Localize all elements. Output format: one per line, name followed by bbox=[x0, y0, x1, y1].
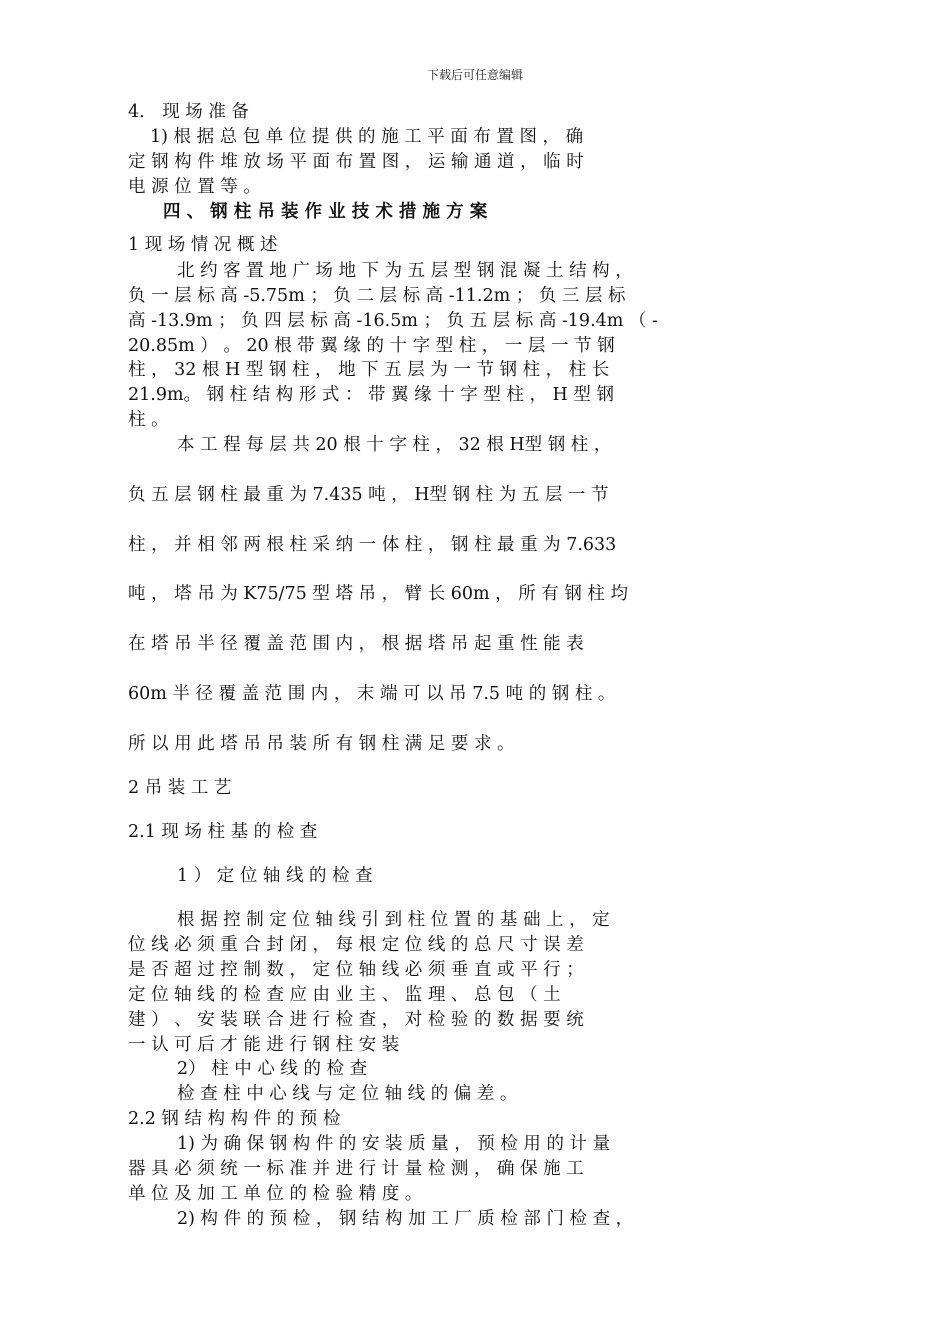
paragraph-line: 21.9m。 钢 柱 结 构 形 式 ： 带 翼 缘 十 字 型 柱 ， H 型 钢 bbox=[128, 385, 614, 405]
paragraph-line: 高 -13.9m ； 负 四 层 标 高 -16.5m ； 负 五 层 标 高 -19.4m （ - bbox=[128, 311, 658, 331]
paragraph-line: 柱 ， 32 根 H 型 钢 柱 ， 地 下 五 层 为 一 节 钢 柱 ， 柱 长 bbox=[128, 360, 610, 380]
section-heading: 1 现 场 情 况 概 述 bbox=[128, 235, 278, 255]
paragraph-line: 器 具 必 须 统 一 标 准 并 进 行 计 量 检 测 ， 确 保 施 工 bbox=[128, 1159, 584, 1179]
paragraph-line: 负 一 层 标 高 -5.75m ； 负 二 层 标 高 -11.2m ； 负 三 层 标 bbox=[128, 286, 626, 306]
paragraph-line: 检 查 柱 中 心 线 与 定 位 轴 线 的 偏 差 。 bbox=[177, 1084, 518, 1104]
section-heading-site-prep: 4． 现 场 准 备 bbox=[128, 102, 249, 122]
subsection-item: 2） 柱 中 心 线 的 检 查 bbox=[177, 1059, 368, 1079]
section-heading: 2 吊 装 工 艺 bbox=[128, 778, 232, 798]
paragraph-line: 单 位 及 加 工 单 位 的 检 验 精 度 。 bbox=[128, 1184, 423, 1204]
subsection-heading: 2.2 钢 结 构 构 件 的 预 检 bbox=[128, 1109, 341, 1129]
paragraph-line: 吨 ， 塔 吊 为 K75/75 型 塔 吊 ， 臂 长 60m ， 所 有 钢 柱 均 bbox=[128, 584, 628, 604]
paragraph-line: 所 以 用 此 塔 吊 吊 装 所 有 钢 柱 满 足 要 求 。 bbox=[128, 734, 515, 754]
paragraph-line: 定 钢 构 件 堆 放 场 平 面 布 置 图 ， 运 输 通 道 ， 临 时 bbox=[128, 152, 584, 172]
paragraph-line: 柱 。 bbox=[128, 410, 169, 430]
paragraph-line: 20.85m ） 。 20 根 带 翼 缘 的 十 字 型 柱 ， 一 层 一 节 钢 bbox=[128, 336, 615, 356]
paragraph-line: 60m 半 径 覆 盖 范 围 内 ， 末 端 可 以 吊 7.5 吨 的 钢 柱 。 bbox=[128, 684, 616, 704]
paragraph-line: 电 源 位 置 等 。 bbox=[128, 177, 261, 197]
chapter-heading: 四 、 钢 柱 吊 装 作 业 技 术 措 施 方 案 bbox=[163, 202, 488, 222]
paragraph-line: 在 塔 吊 半 径 覆 盖 范 围 内 ， 根 据 塔 吊 起 重 性 能 表 bbox=[128, 634, 584, 654]
paragraph-line: 负 五 层 钢 柱 最 重 为 7.435 吨 ， H型 钢 柱 为 五 层 一 节 bbox=[128, 485, 609, 505]
paragraph-line: 本 工 程 每 层 共 20 根 十 字 柱 ， 32 根 H型 钢 柱 ， bbox=[177, 435, 612, 455]
paragraph-line: 1) 为 确 保 钢 构 件 的 安 装 质 量 ， 预 检 用 的 计 量 bbox=[177, 1134, 611, 1154]
paragraph-line: 是 否 超 过 控 制 数 ， 定 位 轴 线 必 须 垂 直 或 平 行 ； bbox=[128, 960, 584, 980]
paragraph-line: 一 认 可 后 才 能 进 行 钢 柱 安 装 bbox=[128, 1035, 400, 1055]
paragraph-line: 柱 ， 并 相 邻 两 根 柱 采 纳 一 体 柱 ， 钢 柱 最 重 为 7.633 bbox=[128, 535, 617, 555]
paragraph-line: 根 据 控 制 定 位 轴 线 引 到 柱 位 置 的 基 础 上 ， 定 bbox=[177, 910, 610, 930]
subsection-heading: 2.1 现 场 柱 基 的 检 查 bbox=[128, 822, 318, 842]
subsection-item: 1 ） 定 位 轴 线 的 检 查 bbox=[177, 866, 373, 886]
page-header: 下载后可任意编辑 bbox=[426, 68, 523, 82]
paragraph-line: 建 ） 、 安 装 联 合 进 行 检 查 ， 对 检 验 的 数 据 要 统 bbox=[128, 1010, 584, 1030]
paragraph-line: 2) 构 件 的 预 检 ， 钢 结 构 加 工 厂 质 检 部 门 检 查 ， bbox=[177, 1209, 634, 1229]
paragraph-line: 定 位 轴 线 的 检 查 应 由 业 主 、 监 理 、 总 包 （ 土 bbox=[128, 985, 561, 1005]
paragraph-line: 1) 根 据 总 包 单 位 提 供 的 施 工 平 面 布 置 图 ， 确 bbox=[150, 127, 584, 147]
paragraph-line: 北 约 客 置 地 广 场 地 下 为 五 层 型 钢 混 凝 土 结 构 ， bbox=[177, 261, 633, 281]
paragraph-line: 位 线 必 须 重 合 封 闭 ， 每 根 定 位 线 的 总 尺 寸 误 差 bbox=[128, 935, 584, 955]
